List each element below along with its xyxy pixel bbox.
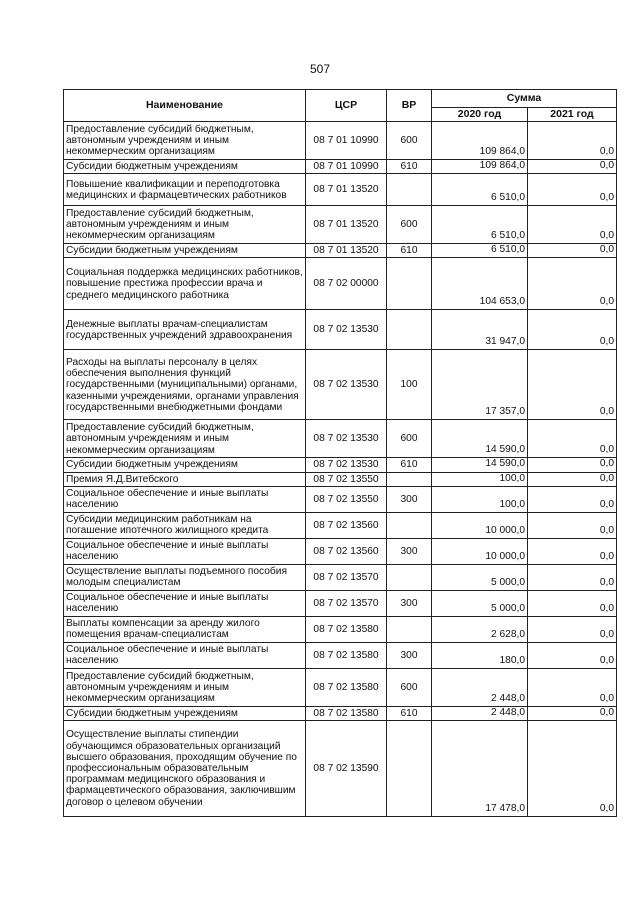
row-amount-2020: 104 653,0 [432,258,528,310]
row-vr: 610 [387,160,432,174]
row-vr: 610 [387,244,432,258]
row-vr: 610 [387,458,432,472]
row-amount-2021: 0,0 [528,706,617,720]
row-vr [387,472,432,486]
row-amount-2020: 31 947,0 [432,310,528,350]
row-vr: 300 [387,642,432,668]
row-name: Расходы на выплаты персоналу в целях обеспечения выполнения функций государственными (муниципальными) органами, казенными учреждениями, органами управления государственными внебюджетными фондами [64,350,306,420]
row-amount-2020: 6 510,0 [432,244,528,258]
row-vr: 600 [387,420,432,458]
table-row [64,258,617,310]
table-row [64,472,617,486]
row-amount-2021: 0,0 [528,258,617,310]
table-row [64,458,617,472]
row-csr: 08 7 02 13580 [306,706,387,720]
row-amount-2020: 109 864,0 [432,160,528,174]
row-name: Субсидии бюджетным учреждениям [64,706,306,720]
row-amount-2020: 5 000,0 [432,590,528,616]
table-row [64,590,617,616]
table-row [64,420,617,458]
table-row [64,244,617,258]
row-csr: 08 7 01 13520 [306,206,387,244]
table-row [64,206,617,244]
row-vr: 300 [387,538,432,564]
row-vr: 600 [387,206,432,244]
row-name: Осуществление выплаты подъемного пособия молодым специалистам [64,564,306,590]
table-row [64,538,617,564]
row-amount-2021: 0,0 [528,420,617,458]
row-csr: 08 7 02 13560 [306,512,387,538]
row-amount-2020: 180,0 [432,642,528,668]
row-name: Осуществление выплаты стипендии обучающимся образовательных организаций высшего образования, проходящим обучение по профессиональным образовательным программам медицинского образования и фармацевтического образования, заключившим договор о целевом обучении [64,721,306,817]
row-amount-2020: 14 590,0 [432,458,528,472]
row-amount-2020: 17 357,0 [432,350,528,420]
row-amount-2021: 0,0 [528,310,617,350]
table-row [64,721,617,817]
row-amount-2020: 14 590,0 [432,420,528,458]
row-csr: 08 7 02 13580 [306,668,387,706]
row-amount-2020: 2 448,0 [432,668,528,706]
row-csr: 08 7 02 13550 [306,486,387,512]
row-name: Повышение квалификации и переподготовка медицинских и фармацевтических работников [64,174,306,206]
row-name: Предоставление субсидий бюджетным, автономным учреждениям и иным некоммерческим организациям [64,420,306,458]
row-name: Предоставление субсидий бюджетным, автономным учреждениям и иным некоммерческим организациям [64,122,306,160]
row-amount-2020: 6 510,0 [432,174,528,206]
row-amount-2021: 0,0 [528,721,617,817]
table-row [64,160,617,174]
row-amount-2021: 0,0 [528,174,617,206]
row-vr [387,258,432,310]
row-name: Субсидии бюджетным учреждениям [64,458,306,472]
row-amount-2021: 0,0 [528,458,617,472]
row-csr: 08 7 02 13530 [306,310,387,350]
row-amount-2021: 0,0 [528,206,617,244]
row-amount-2020: 5 000,0 [432,564,528,590]
row-name: Предоставление субсидий бюджетным, автономным учреждениям и иным некоммерческим организациям [64,206,306,244]
row-amount-2020: 100,0 [432,472,528,486]
table-row [64,122,617,160]
row-vr: 600 [387,668,432,706]
page-number: 507 [309,62,331,76]
row-csr: 08 7 02 13560 [306,538,387,564]
row-amount-2021: 0,0 [528,512,617,538]
table-row [64,642,617,668]
header-vr: ВР [387,90,432,122]
row-csr: 08 7 02 13570 [306,590,387,616]
row-vr: 300 [387,486,432,512]
row-amount-2020: 10 000,0 [432,538,528,564]
row-name: Субсидии бюджетным учреждениям [64,244,306,258]
row-amount-2020: 6 510,0 [432,206,528,244]
row-name: Премия Я.Д.Витебского [64,472,306,486]
table-row [64,564,617,590]
budget-table [63,89,617,817]
row-name: Социальное обеспечение и иные выплаты населению [64,538,306,564]
table-row [64,616,617,642]
row-csr: 08 7 02 13530 [306,458,387,472]
header-2020: 2020 год [432,108,528,122]
header-csr: ЦСР [306,90,387,122]
table-row [64,668,617,706]
row-amount-2020: 10 000,0 [432,512,528,538]
table-row [64,706,617,720]
row-vr: 100 [387,350,432,420]
row-amount-2020: 17 478,0 [432,721,528,817]
row-vr [387,512,432,538]
row-name: Выплаты компенсации за аренду жилого помещения врачам-специалистам [64,616,306,642]
table-row [64,310,617,350]
row-vr [387,721,432,817]
row-amount-2021: 0,0 [528,472,617,486]
row-amount-2020: 2 448,0 [432,706,528,720]
row-vr: 600 [387,122,432,160]
row-amount-2021: 0,0 [528,122,617,160]
row-amount-2021: 0,0 [528,642,617,668]
row-amount-2021: 0,0 [528,590,617,616]
row-name: Предоставление субсидий бюджетным, автономным учреждениям и иным некоммерческим организациям [64,668,306,706]
row-amount-2021: 0,0 [528,350,617,420]
row-name: Денежные выплаты врачам-специалистам государственных учреждений здравоохранения [64,310,306,350]
row-vr: 300 [387,590,432,616]
table-row [64,512,617,538]
row-csr: 08 7 01 13520 [306,174,387,206]
row-vr [387,310,432,350]
row-name: Субсидии бюджетным учреждениям [64,160,306,174]
row-name: Социальное обеспечение и иные выплаты населению [64,642,306,668]
row-csr: 08 7 02 13530 [306,350,387,420]
row-name: Социальное обеспечение и иные выплаты населению [64,590,306,616]
table-row [64,174,617,206]
row-name: Субсидии медицинским работникам на погашение ипотечного жилищного кредита [64,512,306,538]
row-amount-2021: 0,0 [528,244,617,258]
header-2021: 2021 год [528,108,617,122]
table-row [64,486,617,512]
row-vr: 610 [387,706,432,720]
row-csr: 08 7 02 13580 [306,616,387,642]
row-csr: 08 7 02 13590 [306,721,387,817]
row-csr: 08 7 02 00000 [306,258,387,310]
header-name: Наименование [64,90,306,122]
row-csr: 08 7 02 13580 [306,642,387,668]
row-amount-2021: 0,0 [528,486,617,512]
row-amount-2021: 0,0 [528,160,617,174]
row-vr [387,174,432,206]
row-amount-2020: 109 864,0 [432,122,528,160]
row-amount-2020: 100,0 [432,486,528,512]
row-csr: 08 7 01 10990 [306,160,387,174]
row-amount-2021: 0,0 [528,538,617,564]
row-amount-2021: 0,0 [528,668,617,706]
row-amount-2020: 2 628,0 [432,616,528,642]
row-csr: 08 7 02 13570 [306,564,387,590]
row-name: Социальная поддержка медицинских работников, повышение престижа профессии врача и среднего медицинского работника [64,258,306,310]
header-sum: Сумма [432,90,617,108]
row-vr [387,564,432,590]
row-name: Социальное обеспечение и иные выплаты населению [64,486,306,512]
table-row [64,350,617,420]
row-csr: 08 7 02 13530 [306,420,387,458]
row-vr [387,616,432,642]
row-csr: 08 7 01 10990 [306,122,387,160]
row-amount-2021: 0,0 [528,564,617,590]
row-csr: 08 7 01 13520 [306,244,387,258]
row-amount-2021: 0,0 [528,616,617,642]
table-body [64,122,617,817]
row-csr: 08 7 02 13550 [306,472,387,486]
